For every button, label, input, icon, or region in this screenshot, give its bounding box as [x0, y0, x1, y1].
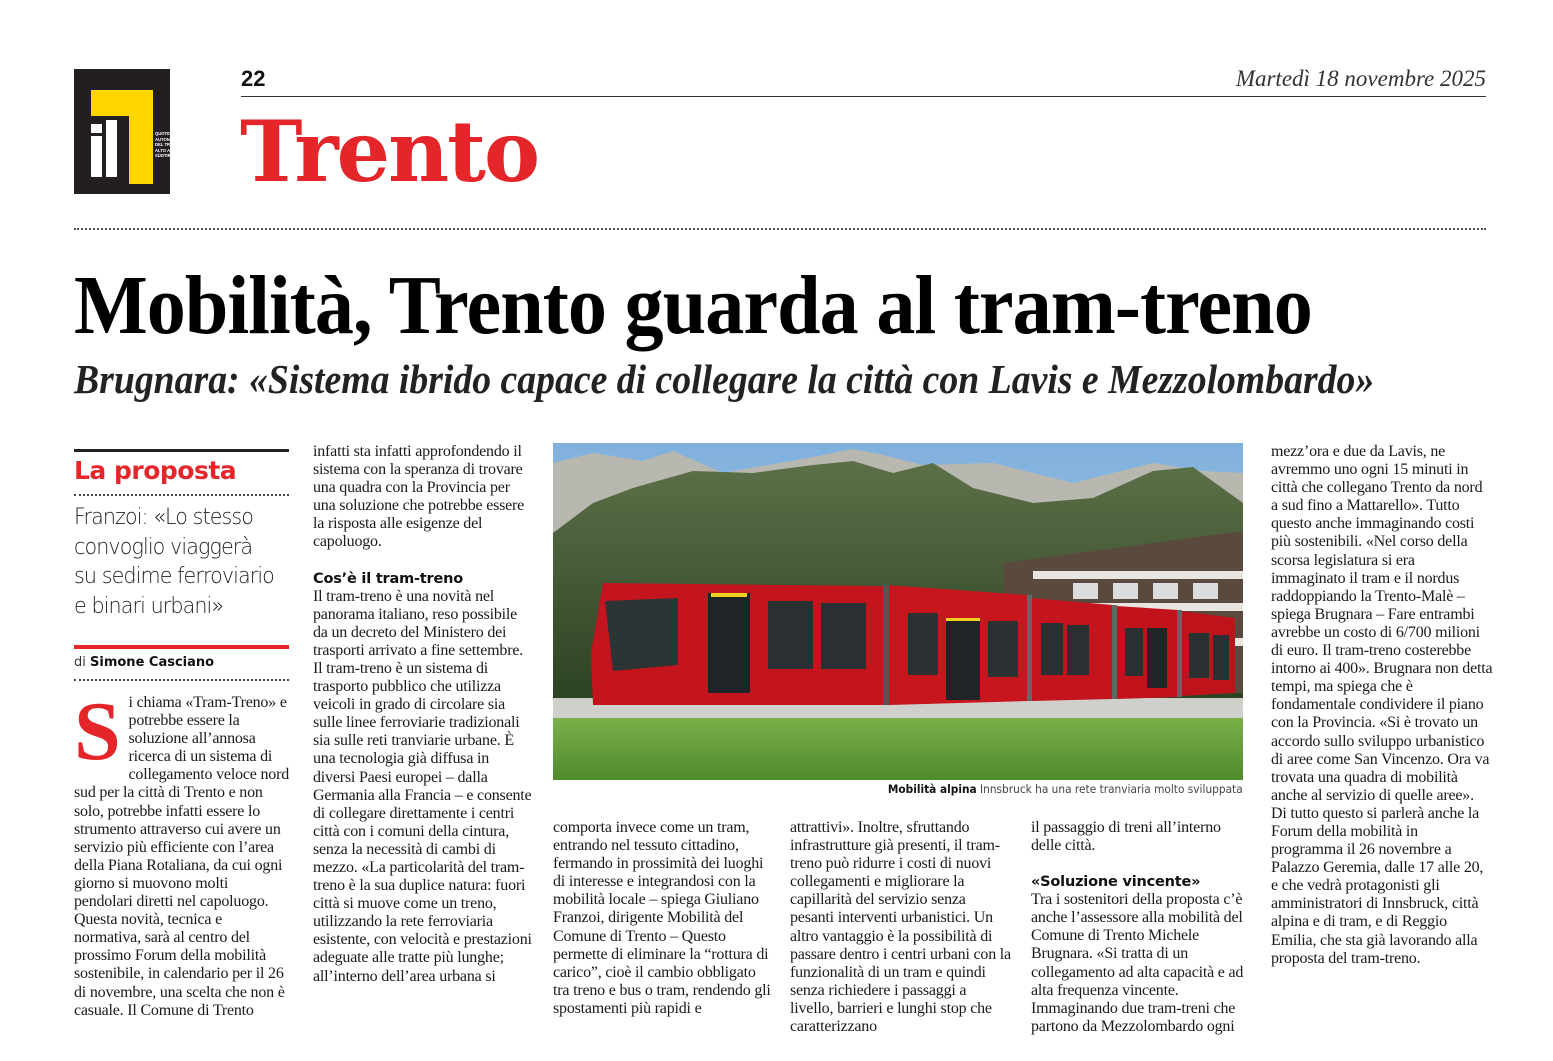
column-text: infatti sta infatti approfondendo il sistema con la speranza di trovare una quadra con la Provincia per una soluzione che potrebbe essere la risposta alle esigenze del capoluogo. [313, 443, 525, 551]
logo-tagline: QUOTIDIANO AUTONOMO DEL TRENTINO ALTO ADIGE / SÜDTIROL [155, 131, 186, 159]
section-divider [74, 228, 1486, 230]
logo-l-stem [106, 120, 117, 177]
section-title: Trento [240, 102, 538, 201]
article-column-1 [74, 685, 289, 1020]
drop-cap: S [74, 685, 121, 778]
article-column-4 [790, 819, 1012, 1036]
byline-dotted-rule [74, 679, 289, 681]
photo-caption [888, 782, 1243, 796]
article-subhead: Brugnara: «Sistema ibrido capace di collegare la città con Lavis e Mezzolombardo» [74, 356, 1375, 402]
header-rule [241, 96, 1486, 97]
caption-title: Mobilità alpina [888, 782, 977, 796]
sidebar-dotted-rule [74, 494, 289, 496]
byline [74, 655, 214, 670]
section-subheading: Cos’è il tram-treno [313, 570, 464, 587]
column-text: mezz’ora e due da Lavis, ne avremmo uno ogni 15 minuti in città che collegano Trento da nord a sud fino a Mattarello». Tutto questo anche immaginando costi più sostenibili. «Nel corso della scorsa legislatura si era immaginato il tram e il nordus raddoppiando la Trento-Malè – spiega Brugnara – Fare entrambi avrebbe un costo di 6/700 milioni di euro. Il tram-treno costerebbe intorno ai 400». Brugnara non detta tempi, ma spiega che è fondamentale condividere il piano con la Provincia. «Si è trovato un accordo sullo sviluppo urbanistico di aree come San Vincenzo. Ora va trovata una quadra di mobilità anche al servizio di quelle aree». Di tutto questo si parlerà anche la Forum della mobilità in programma il 26 novembre a Palazzo Geremia, dalle 17 alle 20, e che vedrà protagonisti gli amministratori di Innsbruck, città alpina e di tram, e di Reggio Emilia, che sta già lavorando alla proposta del tram-treno. [1271, 443, 1493, 967]
newspaper-logo [74, 69, 186, 194]
section-subheading: «Soluzione vincente» [1031, 874, 1201, 891]
article-column-2 [313, 443, 535, 986]
sidebar-kicker: La proposta [74, 456, 237, 485]
column-text: comporta invece come un tram, entrando nel tessuto cittadino, fermando in prossimità dei luoghi di interesse e integrandosi con la mobilità locale – spiega Giuliano Franzoi, dirigente Mobilità del Comune di Trento – Questo permette di eliminare la “rottura di carico”, cioè il cambio obbligato tra treno e bus o tram, rendendo gli spostamenti più rapidi e [553, 819, 771, 1017]
column-text: Tra i sostenitori della proposta c’è anche l’assessore alla mobilità del Comune di Trento Michele Brugnara. «Si tratta di un collegamento ad alta capacità e ad alta frequenza vincente. Immaginando due tram-treni che partono da Mezzolombardo ogni [1031, 891, 1244, 1035]
sidebar-quote: Franzoi: «Lo stesso convoglio viaggerà su sedime ferroviario e binari urbani» [74, 504, 274, 619]
tram-photo-illustration [553, 443, 1243, 780]
byline-prefix: di [74, 655, 86, 670]
article-headline: Mobilità, Trento guarda al tram-treno [74, 259, 1312, 352]
logo-i-dot [91, 124, 102, 133]
caption-text: Innsbruck ha una rete tranviaria molto sviluppata [980, 782, 1243, 796]
column-text: i chiama «Tram-Treno» e potrebbe essere la soluzione all’annosa ricerca di un sistema di collegamento veloce nord sud per la città di Trento e non solo, potrebbe infatti essere lo strumento attraverso cui avere un servizio più efficiente con l’area della Piana Rotaliana, da cui ogni giorno si muovono molti pendolari diretti nel capoluogo. Questa novità, tecnica e normativa, sarà al centro del prossimo Forum della mobilità sostenibile, in calendario per il 26 di novembre, una scelta che non è casuale. Il Comune di Trento [74, 694, 289, 1019]
author-name: Simone Casciano [90, 655, 215, 670]
article-column-6 [1271, 443, 1493, 968]
page-number: 22 [241, 66, 266, 91]
issue-date: Martedì 18 novembre 2025 [1235, 66, 1486, 91]
logo-i-stem [91, 136, 102, 177]
tram-photo [553, 443, 1243, 780]
column-text: attrattivi». Inoltre, sfruttando infrastrutture già presenti, il tram-treno può ridurre i costi di nuovi collegamenti e migliorare la capillarità del servizio senza pesanti interventi urbanistici. Un altro vantaggio è la possibilità di passare dentro i centri urbani con la funzionalità di un tram e quindi senza richiedere i passaggi a livello, barrieri e lunghi stop che caratterizzano [790, 819, 1011, 1036]
sidebar-top-rule [74, 449, 289, 452]
column-text: Il tram-treno è una novità nel panorama italiano, reso possibile da un decreto del Ministero dei trasporti arrivato a fine settembre. Il tram-treno è un sistema di trasporto pubblico che utilizza veicoli in grado di circolare sia sulle linee ferroviarie tradizionali sia sulle reti tranviarie urbane. È una tecnologia già diffusa in diversi Paesi europei – dalla Germania alla Francia – e consente di collegare direttamente i centri città con i comuni della cintura, senza la necessità di cambi di mezzo. «La particolarità del tram-treno è la sua duplice natura: fuori città si muove come un treno, utilizzando la rete ferroviaria esistente, con velocità e prestazioni adeguate alle tratte più lunghe; all’interno dell’area urbana si [313, 587, 532, 985]
article-column-5 [1031, 819, 1253, 1036]
logo-t-stem [129, 90, 153, 184]
column-text: il passaggio di treni all’interno delle città. [1031, 819, 1221, 855]
article-column-3 [553, 819, 773, 1018]
byline-red-rule [74, 645, 289, 649]
